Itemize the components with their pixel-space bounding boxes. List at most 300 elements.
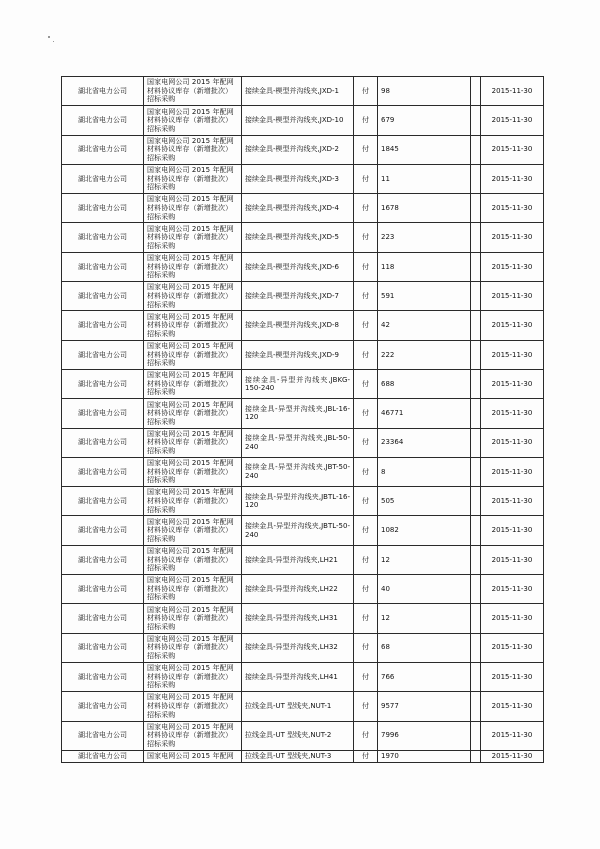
cell-item-text: 接续金具-楔型并沟线夹,JXD-10 bbox=[245, 116, 344, 125]
cell-item bbox=[242, 340, 354, 369]
cell-unit bbox=[354, 282, 378, 311]
cell-date bbox=[481, 340, 544, 369]
cell-unit bbox=[354, 545, 378, 574]
cell-project-text: 国家电网公司 2015 年配网材料协议库存（新增批次）招标采购 bbox=[147, 78, 234, 104]
cell-unit-text: 付 bbox=[362, 526, 369, 535]
cell-company-text: 湖北省电力公司 bbox=[78, 409, 127, 418]
cell-unit-text: 付 bbox=[362, 321, 369, 330]
cell-unit bbox=[354, 106, 378, 135]
cell-project-text: 国家电网公司 2015 年配网材料协议库存（新增批次）招标采购 bbox=[147, 224, 234, 250]
cell-unit bbox=[354, 457, 378, 486]
cell-project bbox=[144, 340, 242, 369]
cell-company-text: 湖北省电力公司 bbox=[78, 584, 127, 593]
cell-item-text: 接续金具-楔型并沟线夹,JXD-5 bbox=[245, 233, 339, 242]
cell-date bbox=[481, 604, 544, 633]
cell-unit-text: 付 bbox=[362, 291, 369, 300]
cell-unit bbox=[354, 487, 378, 516]
cell-company bbox=[62, 721, 144, 750]
cell-project bbox=[144, 721, 242, 750]
cell-project bbox=[144, 77, 242, 106]
cell-project-text: 国家电网公司 2015 年配网材料协议库存（新增批次）招标采购 bbox=[147, 517, 234, 543]
cell-item bbox=[242, 399, 354, 428]
cell-date bbox=[481, 194, 544, 223]
cell-unit bbox=[354, 633, 378, 662]
cell-item-text: 接续金具-异型并沟线夹,JBTL-50-240 bbox=[245, 522, 350, 539]
cell-blank bbox=[471, 369, 481, 398]
cell-item-text: 接续金具-异型并沟线夹,JBT-50-240 bbox=[245, 463, 350, 480]
cell-date bbox=[481, 428, 544, 457]
cell-item bbox=[242, 662, 354, 691]
cell-company-text: 湖北省电力公司 bbox=[78, 321, 127, 330]
cell-company-text: 湖北省电力公司 bbox=[78, 233, 127, 242]
cell-date bbox=[481, 487, 544, 516]
cell-quantity-text: 9577 bbox=[381, 702, 399, 711]
cell-project-text: 国家电网公司 2015 年配网材料协议库存（新增批次）招标采购 bbox=[147, 488, 234, 514]
cell-quantity-text: 42 bbox=[381, 321, 390, 330]
table-row bbox=[62, 750, 544, 762]
cell-company-text: 湖北省电力公司 bbox=[78, 526, 127, 535]
cell-blank bbox=[471, 428, 481, 457]
cell-item bbox=[242, 457, 354, 486]
cell-project bbox=[144, 311, 242, 340]
cell-item bbox=[242, 369, 354, 398]
cell-company bbox=[62, 457, 144, 486]
cell-project bbox=[144, 223, 242, 252]
cell-company-text: 湖北省电力公司 bbox=[78, 379, 127, 388]
cell-company-text: 湖北省电力公司 bbox=[78, 672, 127, 681]
cell-project-text: 国家电网公司 2015 年配网材料协议库存（新增批次）招标采购 bbox=[147, 195, 234, 221]
cell-project bbox=[144, 282, 242, 311]
cell-date-text: 2015-11-30 bbox=[491, 614, 533, 623]
cell-quantity bbox=[378, 575, 471, 604]
cell-project-text: 国家电网公司 2015 年配网材料协议库存（新增批次）招标采购 bbox=[147, 254, 234, 280]
cell-unit bbox=[354, 516, 378, 545]
cell-company bbox=[62, 194, 144, 223]
cell-project bbox=[144, 750, 242, 762]
table-row bbox=[62, 106, 544, 135]
cell-quantity bbox=[378, 252, 471, 281]
cell-item bbox=[242, 750, 354, 762]
cell-quantity-text: 1678 bbox=[381, 204, 399, 213]
cell-quantity bbox=[378, 311, 471, 340]
cell-quantity bbox=[378, 604, 471, 633]
cell-blank bbox=[471, 135, 481, 164]
cell-company-text: 湖北省电力公司 bbox=[78, 751, 127, 760]
cell-unit-text: 付 bbox=[362, 86, 369, 95]
cell-date bbox=[481, 369, 544, 398]
cell-quantity bbox=[378, 164, 471, 193]
cell-company-text: 湖北省电力公司 bbox=[78, 174, 127, 183]
cell-project bbox=[144, 604, 242, 633]
table-row bbox=[62, 194, 544, 223]
cell-date-text: 2015-11-30 bbox=[491, 731, 533, 740]
cell-blank bbox=[471, 750, 481, 762]
cell-quantity-text: 223 bbox=[381, 233, 395, 242]
cell-blank bbox=[471, 662, 481, 691]
cell-quantity bbox=[378, 487, 471, 516]
cell-blank bbox=[471, 604, 481, 633]
cell-date-text: 2015-11-30 bbox=[491, 379, 533, 388]
cell-item-text: 接续金具-楔型并沟线夹,JXD-7 bbox=[245, 291, 339, 300]
cell-blank bbox=[471, 164, 481, 193]
cell-item bbox=[242, 721, 354, 750]
cell-quantity bbox=[378, 77, 471, 106]
cell-quantity bbox=[378, 135, 471, 164]
cell-date-text: 2015-11-30 bbox=[491, 116, 533, 125]
cell-quantity-text: 1845 bbox=[381, 145, 399, 154]
cell-item-text: 接续金具-楔型并沟线夹,JXD-8 bbox=[245, 321, 339, 330]
cell-company bbox=[62, 282, 144, 311]
cell-project bbox=[144, 575, 242, 604]
cell-date-text: 2015-11-30 bbox=[491, 204, 533, 213]
cell-item-text: 接续金具-异型并沟线夹,JBKG-150-240 bbox=[245, 375, 350, 393]
cell-unit bbox=[354, 692, 378, 721]
cell-date-text: 2015-11-30 bbox=[491, 643, 533, 652]
cell-date-text: 2015-11-30 bbox=[491, 262, 533, 271]
cell-quantity bbox=[378, 428, 471, 457]
cell-item bbox=[242, 164, 354, 193]
cell-company-text: 湖北省电力公司 bbox=[78, 731, 127, 740]
cell-unit-text: 付 bbox=[362, 233, 369, 242]
table-row bbox=[62, 77, 544, 106]
cell-blank bbox=[471, 516, 481, 545]
cell-unit bbox=[354, 575, 378, 604]
cell-quantity bbox=[378, 545, 471, 574]
cell-blank bbox=[471, 77, 481, 106]
table-row bbox=[62, 369, 544, 398]
cell-project bbox=[144, 369, 242, 398]
cell-company bbox=[62, 164, 144, 193]
cell-unit bbox=[354, 340, 378, 369]
cell-date bbox=[481, 750, 544, 762]
cell-item bbox=[242, 194, 354, 223]
cell-unit-text: 付 bbox=[362, 174, 369, 183]
cell-project-text: 国家电网公司 2015 年配网材料协议库存（新增批次）招标采购 bbox=[147, 283, 234, 309]
scan-speck bbox=[48, 36, 50, 38]
cell-date-text: 2015-11-30 bbox=[491, 145, 533, 154]
cell-project-text: 国家电网公司 2015 年配网材料协议库存（新增批次）招标采购 bbox=[147, 371, 234, 397]
cell-quantity-text: 1082 bbox=[381, 526, 399, 535]
cell-blank bbox=[471, 223, 481, 252]
cell-blank bbox=[471, 340, 481, 369]
cell-company-text: 湖北省电力公司 bbox=[78, 204, 127, 213]
cell-unit-text: 付 bbox=[362, 751, 369, 760]
cell-item-text: 接续金具-楔型并沟线夹,JXD-4 bbox=[245, 204, 339, 213]
cell-item bbox=[242, 135, 354, 164]
cell-date bbox=[481, 399, 544, 428]
table-row bbox=[62, 164, 544, 193]
cell-item-text: 接续金具-异型并沟线夹,JBL-16-120 bbox=[245, 404, 350, 422]
cell-company bbox=[62, 106, 144, 135]
cell-date bbox=[481, 77, 544, 106]
cell-item bbox=[242, 633, 354, 662]
cell-company bbox=[62, 692, 144, 721]
cell-project bbox=[144, 428, 242, 457]
cell-company-text: 湖北省电力公司 bbox=[78, 702, 127, 711]
cell-unit bbox=[354, 428, 378, 457]
cell-item-text: 接续金具-异型并沟线夹,LH41 bbox=[245, 672, 338, 681]
cell-unit-text: 付 bbox=[362, 438, 369, 447]
cell-company bbox=[62, 604, 144, 633]
cell-unit-text: 付 bbox=[362, 731, 369, 740]
scan-speck bbox=[53, 41, 54, 42]
cell-quantity-text: 1970 bbox=[381, 751, 399, 760]
cell-date-text: 2015-11-30 bbox=[491, 702, 533, 711]
table-row bbox=[62, 282, 544, 311]
cell-date bbox=[481, 164, 544, 193]
cell-project-text: 国家电网公司 2015 年配网材料协议库存（新增批次）招标采购 bbox=[147, 400, 234, 426]
cell-company-text: 湖北省电力公司 bbox=[78, 350, 127, 359]
cell-unit bbox=[354, 311, 378, 340]
cell-project-text: 国家电网公司 2015 年配网材料协议库存（新增批次）招标采购 bbox=[147, 459, 234, 485]
cell-item-text: 接续金具-楔型并沟线夹,JXD-3 bbox=[245, 174, 339, 183]
table-row bbox=[62, 662, 544, 691]
cell-quantity-text: 46771 bbox=[381, 409, 404, 418]
cell-item-text: 接续金具-楔型并沟线夹,JXD-9 bbox=[245, 350, 339, 359]
cell-quantity bbox=[378, 721, 471, 750]
cell-quantity-text: 688 bbox=[381, 379, 395, 388]
cell-item bbox=[242, 223, 354, 252]
cell-blank bbox=[471, 487, 481, 516]
cell-unit-text: 付 bbox=[362, 702, 369, 711]
cell-item-text: 拉线金具-UT 型线夹,NUT-3 bbox=[245, 751, 332, 760]
table-row bbox=[62, 223, 544, 252]
cell-date-text: 2015-11-30 bbox=[491, 555, 533, 564]
cell-item-text: 接续金具-异型并沟线夹,LH21 bbox=[245, 555, 338, 564]
cell-company bbox=[62, 575, 144, 604]
cell-unit bbox=[354, 223, 378, 252]
cell-quantity-text: 98 bbox=[381, 86, 390, 95]
cell-unit-text: 付 bbox=[362, 555, 369, 564]
cell-date bbox=[481, 311, 544, 340]
cell-blank bbox=[471, 252, 481, 281]
cell-company bbox=[62, 135, 144, 164]
cell-quantity-text: 591 bbox=[381, 291, 395, 300]
cell-item-text: 接续金具-楔型并沟线夹,JXD-6 bbox=[245, 262, 339, 271]
cell-date bbox=[481, 575, 544, 604]
cell-item bbox=[242, 575, 354, 604]
cell-unit bbox=[354, 721, 378, 750]
cell-quantity-text: 505 bbox=[381, 497, 395, 505]
cell-company bbox=[62, 633, 144, 662]
cell-quantity bbox=[378, 369, 471, 398]
cell-quantity-text: 11 bbox=[381, 174, 390, 183]
cell-company-text: 湖北省电力公司 bbox=[78, 116, 127, 125]
cell-date-text: 2015-11-30 bbox=[491, 409, 533, 418]
cell-date-text: 2015-11-30 bbox=[491, 321, 533, 330]
cell-company-text: 湖北省电力公司 bbox=[78, 86, 127, 95]
table-row bbox=[62, 399, 544, 428]
cell-date bbox=[481, 106, 544, 135]
cell-unit-text: 付 bbox=[362, 643, 369, 652]
cell-quantity bbox=[378, 457, 471, 486]
cell-quantity bbox=[378, 399, 471, 428]
cell-item bbox=[242, 516, 354, 545]
cell-unit-text: 付 bbox=[362, 672, 369, 681]
cell-project bbox=[144, 692, 242, 721]
cell-project bbox=[144, 516, 242, 545]
cell-date-text: 2015-11-30 bbox=[491, 233, 533, 242]
cell-quantity-text: 7996 bbox=[381, 731, 399, 740]
cell-company bbox=[62, 311, 144, 340]
cell-unit bbox=[354, 252, 378, 281]
cell-project-text: 国家电网公司 2015 年配网材料协议库存（新增批次）招标采购 bbox=[147, 576, 234, 602]
cell-project-text: 国家电网公司 2015 年配网材料协议库存（新增批次）招标采购 bbox=[147, 136, 234, 163]
cell-unit-text: 付 bbox=[362, 614, 369, 623]
cell-item bbox=[242, 604, 354, 633]
cell-blank bbox=[471, 545, 481, 574]
cell-item-text: 接续金具-异型并沟线夹,LH32 bbox=[245, 643, 338, 652]
cell-unit bbox=[354, 164, 378, 193]
cell-quantity-text: 68 bbox=[381, 643, 390, 652]
cell-blank bbox=[471, 194, 481, 223]
cell-project-text: 国家电网公司 2015 年配网材料协议库存（新增批次）招标采购 bbox=[147, 166, 234, 192]
cell-quantity bbox=[378, 106, 471, 135]
cell-unit-text: 付 bbox=[362, 467, 369, 476]
cell-company bbox=[62, 428, 144, 457]
table-row bbox=[62, 721, 544, 750]
cell-item bbox=[242, 282, 354, 311]
cell-project-text: 国家电网公司 2015 年配网 bbox=[147, 751, 234, 760]
cell-project bbox=[144, 487, 242, 516]
cell-blank bbox=[471, 633, 481, 662]
cell-unit bbox=[354, 135, 378, 164]
cell-blank bbox=[471, 282, 481, 311]
procurement-table bbox=[61, 76, 544, 763]
cell-unit bbox=[354, 194, 378, 223]
cell-item bbox=[242, 428, 354, 457]
cell-item bbox=[242, 692, 354, 721]
cell-quantity-text: 12 bbox=[381, 614, 390, 623]
cell-project bbox=[144, 633, 242, 662]
cell-project-text: 国家电网公司 2015 年配网材料协议库存（新增批次）招标采购 bbox=[147, 693, 234, 719]
cell-company-text: 湖北省电力公司 bbox=[78, 262, 127, 271]
cell-item bbox=[242, 545, 354, 574]
cell-date-text: 2015-11-30 bbox=[491, 467, 533, 476]
cell-item bbox=[242, 311, 354, 340]
table-row bbox=[62, 487, 544, 516]
cell-company-text: 湖北省电力公司 bbox=[78, 291, 127, 300]
cell-item bbox=[242, 487, 354, 516]
cell-project bbox=[144, 164, 242, 193]
cell-quantity-text: 40 bbox=[381, 584, 390, 593]
cell-company-text: 湖北省电力公司 bbox=[78, 145, 127, 154]
cell-project bbox=[144, 457, 242, 486]
cell-date-text: 2015-11-30 bbox=[491, 174, 533, 183]
cell-date-text: 2015-11-30 bbox=[491, 497, 533, 505]
cell-project-text: 国家电网公司 2015 年配网材料协议库存（新增批次）招标采购 bbox=[147, 722, 234, 748]
table-row bbox=[62, 457, 544, 486]
cell-quantity bbox=[378, 516, 471, 545]
table-row bbox=[62, 633, 544, 662]
table-row bbox=[62, 252, 544, 281]
cell-unit bbox=[354, 399, 378, 428]
cell-company bbox=[62, 340, 144, 369]
cell-unit bbox=[354, 369, 378, 398]
cell-quantity bbox=[378, 282, 471, 311]
cell-quantity-text: 8 bbox=[381, 467, 386, 476]
cell-project bbox=[144, 662, 242, 691]
cell-quantity bbox=[378, 194, 471, 223]
table-row bbox=[62, 575, 544, 604]
cell-project bbox=[144, 135, 242, 164]
cell-quantity-text: 222 bbox=[381, 350, 395, 359]
cell-project-text: 国家电网公司 2015 年配网材料协议库存（新增批次）招标采购 bbox=[147, 634, 234, 661]
cell-item-text: 接续金具-异型并沟线夹,LH22 bbox=[245, 584, 338, 593]
cell-blank bbox=[471, 692, 481, 721]
cell-date bbox=[481, 252, 544, 281]
cell-unit-text: 付 bbox=[362, 409, 369, 418]
cell-item bbox=[242, 106, 354, 135]
cell-company bbox=[62, 545, 144, 574]
cell-project-text: 国家电网公司 2015 年配网材料协议库存（新增批次）招标采购 bbox=[147, 312, 234, 338]
cell-quantity bbox=[378, 692, 471, 721]
cell-date bbox=[481, 662, 544, 691]
cell-date bbox=[481, 223, 544, 252]
cell-unit-text: 付 bbox=[362, 145, 369, 154]
cell-quantity bbox=[378, 340, 471, 369]
cell-unit-text: 付 bbox=[362, 350, 369, 359]
table-row bbox=[62, 135, 544, 164]
cell-company-text: 湖北省电力公司 bbox=[78, 643, 127, 652]
cell-item-text: 接续金具-异型并沟线夹,JBL-50-240 bbox=[245, 434, 350, 451]
cell-item-text: 接续金具-楔型并沟线夹,JXD-1 bbox=[245, 86, 339, 95]
cell-blank bbox=[471, 457, 481, 486]
table-row bbox=[62, 311, 544, 340]
cell-company bbox=[62, 252, 144, 281]
cell-project bbox=[144, 545, 242, 574]
cell-date-text: 2015-11-30 bbox=[491, 291, 533, 300]
table-row bbox=[62, 692, 544, 721]
cell-quantity bbox=[378, 662, 471, 691]
cell-date bbox=[481, 282, 544, 311]
cell-company bbox=[62, 369, 144, 398]
cell-date bbox=[481, 721, 544, 750]
cell-company bbox=[62, 223, 144, 252]
cell-unit-text: 付 bbox=[362, 497, 369, 505]
cell-blank bbox=[471, 311, 481, 340]
cell-date bbox=[481, 545, 544, 574]
cell-date bbox=[481, 692, 544, 721]
cell-unit-text: 付 bbox=[362, 204, 369, 213]
cell-item-text: 拉线金具-UT 型线夹,NUT-2 bbox=[245, 731, 332, 740]
cell-blank bbox=[471, 575, 481, 604]
cell-project bbox=[144, 399, 242, 428]
cell-date bbox=[481, 457, 544, 486]
cell-company bbox=[62, 487, 144, 516]
cell-quantity bbox=[378, 633, 471, 662]
cell-item bbox=[242, 77, 354, 106]
cell-unit bbox=[354, 77, 378, 106]
cell-blank bbox=[471, 106, 481, 135]
cell-company-text: 湖北省电力公司 bbox=[78, 438, 127, 447]
cell-unit bbox=[354, 662, 378, 691]
cell-date bbox=[481, 516, 544, 545]
cell-date-text: 2015-11-30 bbox=[491, 584, 533, 593]
cell-unit bbox=[354, 750, 378, 762]
cell-date bbox=[481, 633, 544, 662]
cell-quantity bbox=[378, 223, 471, 252]
cell-project-text: 国家电网公司 2015 年配网材料协议库存（新增批次）招标采购 bbox=[147, 664, 234, 690]
cell-company-text: 湖北省电力公司 bbox=[78, 614, 127, 623]
cell-company bbox=[62, 399, 144, 428]
cell-quantity-text: 118 bbox=[381, 262, 395, 271]
cell-unit-text: 付 bbox=[362, 379, 369, 388]
cell-quantity-text: 23364 bbox=[381, 438, 404, 447]
cell-item-text: 接续金具-异型并沟线夹,LH31 bbox=[245, 614, 338, 623]
cell-company bbox=[62, 750, 144, 762]
cell-date-text: 2015-11-30 bbox=[491, 526, 533, 535]
